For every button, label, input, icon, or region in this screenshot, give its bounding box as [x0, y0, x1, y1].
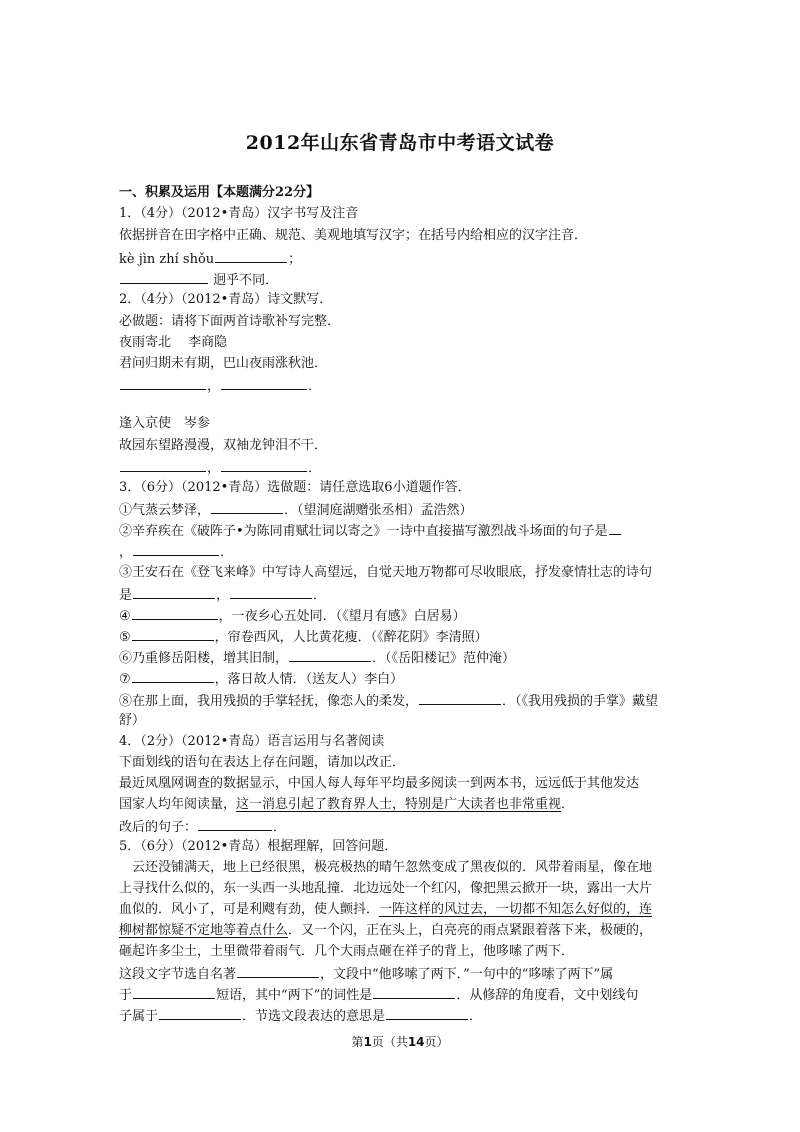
q2-header: 2．（4分）（2012•青岛）诗文默写．: [119, 292, 333, 307]
answer-blank[interactable]: [211, 499, 283, 514]
answer-blank[interactable]: [386, 1005, 468, 1020]
q1-header: 1．（4分）（2012•青岛）汉字书写及注音: [119, 206, 359, 221]
q4-instruction: 下面划线的语句在表达上存在问题，请加以改正．: [119, 755, 406, 770]
answer-blank[interactable]: [132, 668, 214, 683]
answer-blank[interactable]: [159, 1005, 241, 1020]
q3-item-2: ②辛弃疾在《破阵子•为陈同甫赋壮词以寄之》一诗中直接描写激烈战斗场面的句子是: [119, 520, 689, 542]
q5-paragraph-line-5: 砸起许多尘土，土里微带着雨气．几个大雨点砸在祥子的背上，他哆嗦了两下．: [119, 944, 575, 959]
answer-blank[interactable]: [132, 605, 218, 620]
q3-item-1: ①气蒸云梦泽， ．（望洞庭湖赠张丞相）孟浩然）: [119, 499, 689, 521]
answer-blank[interactable]: [237, 963, 319, 978]
page-footer: 第1页（共14页）: [351, 1035, 449, 1049]
q4-header: 4．（2分）（2012•青岛）语言运用与名著阅读: [119, 734, 385, 749]
answer-blank[interactable]: [133, 541, 219, 556]
q3-item-6: ⑥乃重修岳阳楼，增其旧制， ．（《岳阳楼记》范仲淹）: [119, 647, 689, 669]
answer-blank[interactable]: [120, 457, 206, 472]
underlined-sentence: 这一消息引起了教育界人士，特别是广大读者也非常重视: [236, 797, 562, 812]
answer-blank[interactable]: [221, 457, 307, 472]
q2-instruction: 必做题：请将下面两首诗歌补写完整．: [119, 314, 341, 329]
q3-item-8: ⑧在那上面，我用残损的手掌轻抚，像恋人的柔发， ．（《我用残损的手掌》戴望: [119, 690, 689, 712]
q1-instruction: 依据拼音在田字格中正确、规范、美观地填写汉字；在括号内给相应的汉字注音．: [119, 228, 588, 243]
poem1-title: 夜雨寄北 李商隐: [119, 335, 228, 350]
underlined-sentence: 柳树都惊疑不定地等着点什么: [119, 923, 289, 938]
q3-item-7: ⑦ ，落日故人情．（送友人）李白）: [119, 668, 689, 690]
q5-header: 5．（6分）（2012•青岛）根据理解，回答问题．: [119, 839, 398, 854]
q1-tail-line: 迥乎不同．: [119, 269, 689, 291]
q4-answer-line: 改后的句子： ．: [119, 816, 689, 838]
q5-paragraph-line-4: 柳树都惊疑不定地等着点什么．又一个闪，正在头上，白亮亮的雨点紧跟着落下来，极硬的，: [119, 923, 653, 938]
underlined-sentence: 一阵这样的风过去，一切都不知怎么好似的，连: [379, 902, 653, 917]
answer-blank[interactable]: [120, 375, 206, 390]
poem2-answer-line: ， ．: [119, 457, 689, 479]
answer-blank[interactable]: [133, 984, 215, 999]
answer-blank[interactable]: [609, 520, 621, 535]
q5-question-line-3: 子属于 ．节选文段表达的意思是 ．: [119, 1005, 689, 1027]
page-number: 1: [363, 1035, 372, 1049]
answer-blank[interactable]: [132, 626, 214, 641]
answer-blank[interactable]: [221, 375, 307, 390]
q3-item-3-cont: 是 ， ．: [119, 584, 689, 606]
q5-paragraph-line-2: 上寻找什么似的，东一头西一头地乱撞．北边远处一个红闪，像把黑云掀开一块，露出一大片: [119, 881, 653, 896]
q5-question-line-1: 这段文字节选自名著 ，文段中“他哆嗦了两下．”一句中的“哆嗦了两下”属: [119, 963, 689, 985]
answer-blank[interactable]: [419, 690, 501, 705]
poem2-title: 逢入京使 岑参: [119, 416, 211, 431]
q3-item-5: ⑤ ，帘卷西风，人比黄花瘦．（《醉花阴》李清照）: [119, 626, 689, 648]
q3-item-2-cont: ， ．: [119, 541, 689, 563]
answer-blank[interactable]: [373, 984, 455, 999]
q3-item-8-cont: 舒）: [119, 713, 146, 728]
q4-text-line-1: 最近凤凰网调查的数据显示，中国人每人每年平均最多阅读一到两本书，远远低于其他发达: [119, 776, 640, 791]
poem1-answer-line: ， ．: [119, 375, 689, 397]
answer-blank[interactable]: [215, 248, 287, 263]
section-heading: 一、积累及运用【本题满分22分】: [119, 185, 320, 200]
answer-blank[interactable]: [230, 584, 312, 599]
answer-blank[interactable]: [133, 584, 215, 599]
answer-blank[interactable]: [289, 647, 371, 662]
q5-question-line-2: 于 短语，其中“两下”的词性是 ．从修辞的角度看，文中划线句: [119, 984, 689, 1006]
q5-paragraph-line-3: 血似的．风小了，可是利飕有劲，使人颤抖．一阵这样的风过去，一切都不知怎么好似的，连: [119, 902, 653, 917]
poem2-line: 故园东望路漫漫，双袖龙钟泪不干．: [119, 438, 328, 453]
page-title: 2012年山东省青岛市中考语文试卷: [245, 132, 555, 154]
q3-item-4: ④ ，一夜乡心五处同．（《望月有感》白居易）: [119, 605, 689, 627]
q1-pinyin-line: kè jìn zhí shǒu ；: [119, 248, 689, 270]
answer-blank[interactable]: [120, 269, 208, 284]
q3-item-3: ③王安石在《登飞来峰》中写诗人高望远，自觉天地万物都可尽收眼底，抒发豪情壮志的诗句: [119, 565, 653, 580]
q3-header: 3．（6分）（2012•青岛）选做题：请任意选取6小道题作答．: [119, 480, 471, 495]
poem1-line: 君问归期未有期，巴山夜雨涨秋池．: [119, 356, 328, 371]
page-total: 14: [407, 1035, 425, 1049]
q5-paragraph-line-1: 云还没铺满天，地上已经很黑，极亮极热的晴午忽然变成了黑夜似的．风带着雨星，像在地: [119, 860, 653, 875]
q4-text-line-2: 国家人均年阅读量，这一消息引起了教育界人士，特别是广大读者也非常重视．: [119, 797, 575, 812]
answer-blank[interactable]: [198, 816, 272, 831]
q1-pinyin: kè jìn zhí shǒu: [119, 252, 215, 267]
